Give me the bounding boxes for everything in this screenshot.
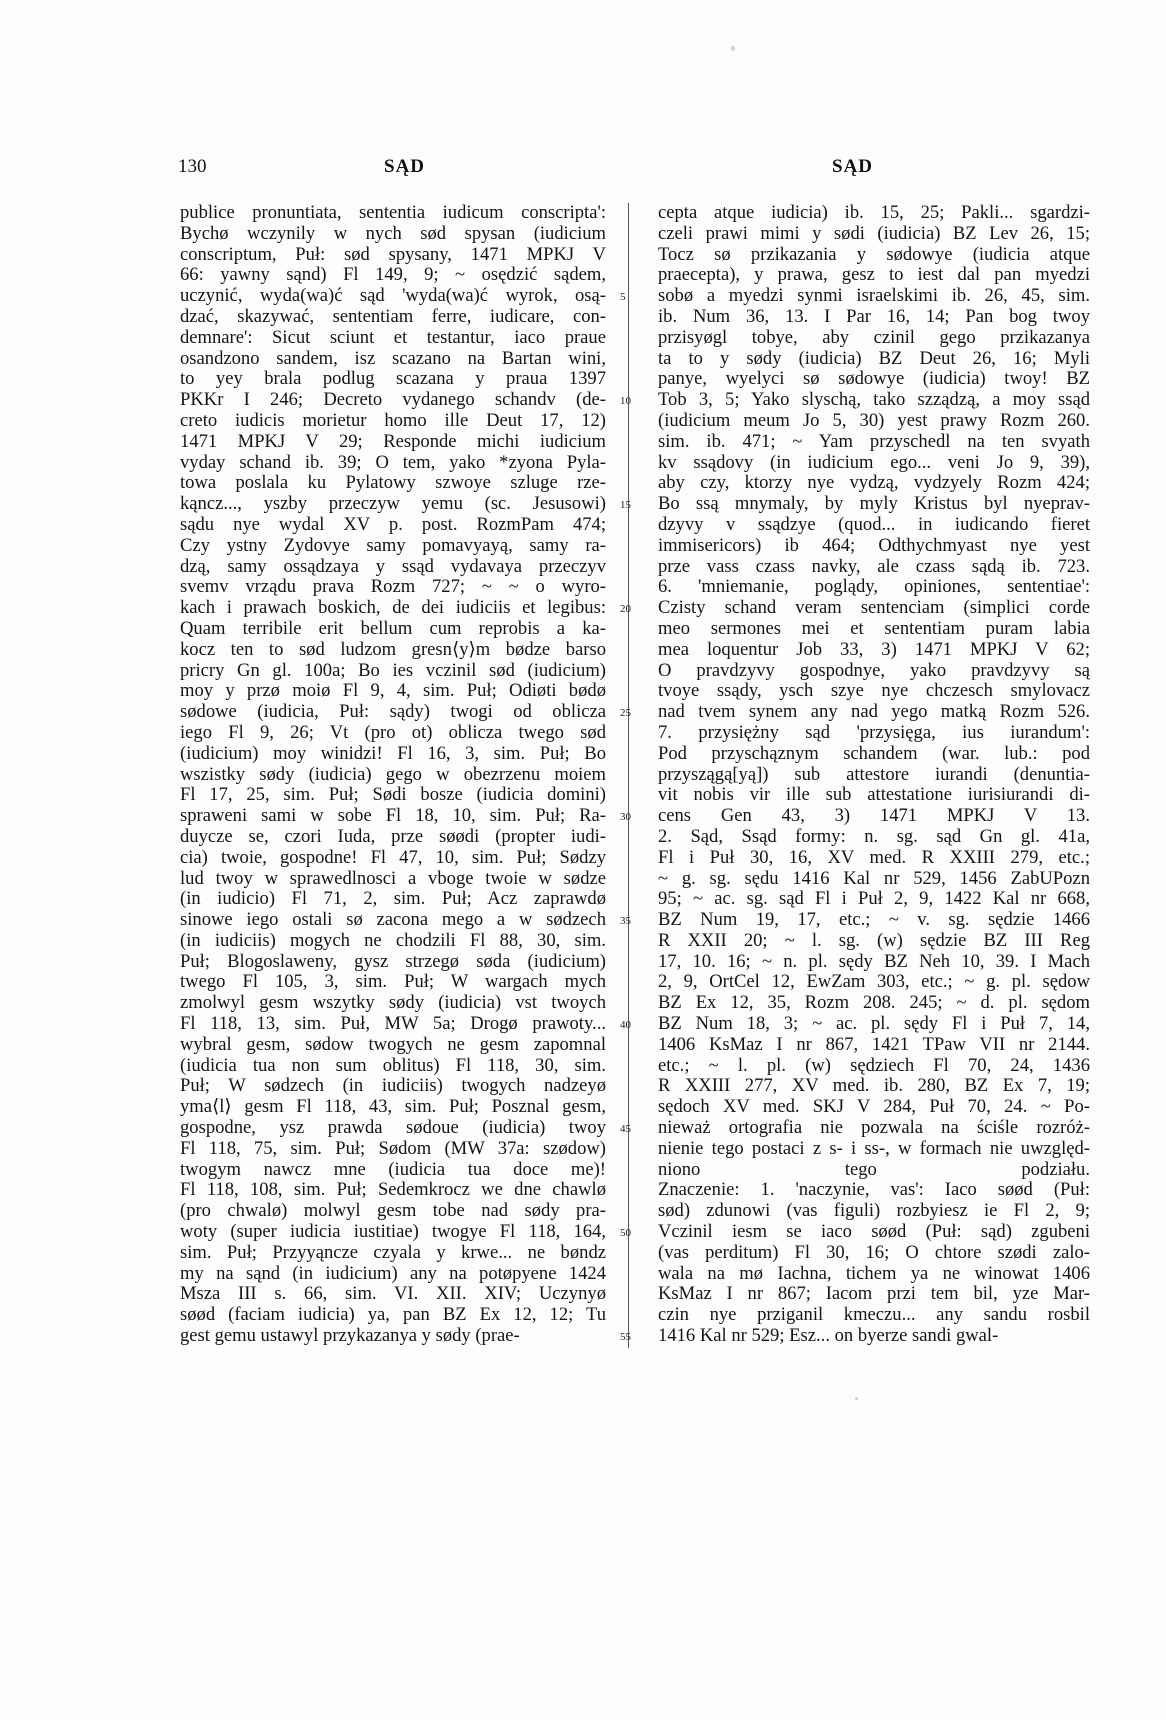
text-line: czeli prawi mimi y sødi (iudicia) BZ Lev 26, 15; bbox=[658, 223, 1090, 244]
text-line: sim. ib. 471; ~ Yam przyschedl na ten svyath bbox=[658, 431, 1090, 452]
left-text-column bbox=[180, 203, 606, 1347]
paper-speck bbox=[731, 46, 735, 51]
text-line: wybral gesm, sødow twogych ne gesm zapomnal bbox=[180, 1034, 606, 1055]
text-line: twogym nawcz mne (iudicia tua doce me)! bbox=[180, 1159, 606, 1180]
text-line: yma⟨l⟩ gesm Fl 118, 43, sim. Puł; Posznal gesm, bbox=[180, 1097, 606, 1118]
text-line: praecepta), y prawa, gesz to iest dal pan myedzi bbox=[658, 265, 1090, 286]
text-line: my na sąnd (in iudicium) any na potøpyene 1424 bbox=[180, 1263, 606, 1284]
text-line: moy y przø moiø Fl 9, 4, sim. Puł; Odiøti bødø bbox=[180, 681, 606, 702]
text-line: PKKr I 246; Decreto vydanego schandv (de- bbox=[180, 390, 606, 411]
text-line: 95; ~ ac. sg. sąd Fl i Puł 2, 9, 1422 Kal nr 668, bbox=[658, 889, 1090, 910]
text-line: przisyøgl tobye, aby czinil gego przikazanya bbox=[658, 327, 1090, 348]
text-line: Tocz sø przikazania y sødowye (iudicia atque bbox=[658, 244, 1090, 265]
text-line: gest gemu ustawyl przykazanya y sødy (prae- bbox=[180, 1326, 520, 1347]
text-line: kocz ten to sød ludzom gresn⟨y⟩m bødze barso bbox=[180, 639, 606, 660]
text-line: demnare': Sicut sciunt et testantur, iaco praue bbox=[180, 327, 606, 348]
text-line: Czy ystny Zydovye samy pomavyayą, samy ra- bbox=[180, 535, 606, 556]
text-line: kach i prawach boskich, de dei iudiciis et legibus: bbox=[180, 598, 606, 619]
text-line: (iudicia tua non sum oblitus) Fl 118, 30, sim. bbox=[180, 1055, 606, 1076]
text-line: conscriptum, Puł: sød spysany, 1471 MPKJ V bbox=[180, 244, 606, 265]
line-number: 40 bbox=[620, 1019, 631, 1032]
text-line: (in iudicio) Fl 71, 2, sim. Puł; Acz zaprawdø bbox=[180, 889, 606, 910]
text-line: vit nobis vir ille sub attestatione iurisiurandi di- bbox=[658, 785, 1090, 806]
text-line: BZ Ex 12, 35, Rozm 208. 245; ~ d. pl. sędom bbox=[658, 993, 1090, 1014]
text-line: Quam terribile erit bellum cum reprobis a ka- bbox=[180, 618, 606, 639]
text-line: 7. przysiężny sąd 'przysięga, ius iurandum': bbox=[658, 722, 1090, 743]
text-line: czin nye prziganil kmeczu... any sandu rosbil bbox=[658, 1305, 1090, 1326]
text-line: dzą, samy ossądzaya y ssąd vydavaya przeczyv bbox=[180, 556, 606, 577]
text-line: (iudicium meum Jo 5, 30) yest prawy Rozm 260. bbox=[658, 410, 1090, 431]
text-line: spraweni sami w sobe Fl 18, 10, sim. Puł; Ra- bbox=[180, 806, 606, 827]
text-line: tvoye ssądy, ysch szye nye chczesch smylovacz bbox=[658, 681, 1090, 702]
text-line: nienie tego postaci z s- i ss-, w formach nie uwzględ- bbox=[658, 1138, 1090, 1159]
text-line: ta to y sødy (iudicia) BZ Deut 26, 16; Myli bbox=[658, 348, 1090, 369]
text-line: (iudicium) moy winidzi! Fl 16, 3, sim. Puł; Bo bbox=[180, 743, 606, 764]
text-line: (in iudiciis) mogych ne chodzili Fl 88, 30, sim. bbox=[180, 930, 606, 951]
line-number: 25 bbox=[620, 707, 631, 720]
text-line: nieważ ortografia nie pozwala na ściśle rozróż- bbox=[658, 1118, 1090, 1139]
line-number: 45 bbox=[620, 1123, 631, 1136]
text-line: publice pronuntiata, sententia iudicum conscripta': bbox=[180, 203, 606, 223]
text-line: Fl 118, 75, sim. Puł; Sødom (MW 37a: szødow) bbox=[180, 1138, 606, 1159]
text-line: 1406 KsMaz I nr 867, 1421 TPaw VII nr 2144. bbox=[658, 1034, 1090, 1055]
text-line: gospodne, ysz prawda sødoue (iudicia) twoy bbox=[180, 1118, 606, 1139]
text-line: Fl 118, 108, sim. Puł; Sedemkrocz we dne chawlø bbox=[180, 1180, 606, 1201]
text-line: sød) zdunowi (vas figuli) rozbyiesz ie Fl 2, 9; bbox=[658, 1201, 1090, 1222]
line-number: 5 bbox=[620, 291, 626, 304]
text-line: Znaczenie: 1. 'naczynie, vas': Iaco søød (Puł: bbox=[658, 1180, 1090, 1201]
line-number: 10 bbox=[620, 395, 631, 408]
text-line: cia) twoie, gospodne! Fl 47, 10, sim. Puł; Sødzy bbox=[180, 847, 606, 868]
text-line: ~ g. sg. sędu 1416 Kal nr 529, 1456 ZabUPozn bbox=[658, 868, 1090, 889]
text-line: Pod przyschąznym schandem (war. lub.: pod bbox=[658, 743, 1090, 764]
text-line: Msza III s. 66, sim. VI. XII. XIV; Uczynyø bbox=[180, 1284, 606, 1305]
line-number: 15 bbox=[620, 499, 631, 512]
text-line: panye, wyelyci sø sødowye (iudicia) twoy! BZ bbox=[658, 369, 1090, 390]
text-line: BZ Num 19, 17, etc.; ~ v. sg. sędzie 1466 bbox=[658, 910, 1090, 931]
text-line: duycze se, czori Iuda, prze søødi (propter iudi- bbox=[180, 826, 606, 847]
text-line: 1416 Kal nr 529; Esz... on byerze sandi gwal- bbox=[658, 1326, 999, 1347]
text-line: lud twoy w sprawedlnosci a vboge twoie w sødze bbox=[180, 868, 606, 889]
text-line: etc.; ~ l. pl. (w) sędziech Fl 70, 24, 1436 bbox=[658, 1055, 1090, 1076]
text-line: BZ Num 18, 3; ~ ac. pl. sędy Fl i Puł 7, 14, bbox=[658, 1014, 1090, 1035]
line-number: 35 bbox=[620, 915, 631, 928]
text-line: cens Gen 43, 3) 1471 MPKJ V 13. bbox=[658, 806, 1090, 827]
text-line: Fl i Puł 30, 16, XV med. R XXIII 279, etc.; bbox=[658, 847, 1090, 868]
text-line: twego Fl 105, 3, sim. Puł; W wargach mych bbox=[180, 972, 606, 993]
text-line: Puł; W sødzech (in iudiciis) twogych nadzeyø bbox=[180, 1076, 606, 1097]
text-line: prze vass czass navky, ale czass sądą ib. 723. bbox=[658, 556, 1090, 577]
line-number: 20 bbox=[620, 603, 631, 616]
text-line: pricry Gn gl. 100a; Bo ies vczinil sød (iudicium) bbox=[180, 660, 606, 681]
text-line: iego Fl 9, 26; Vt (pro ot) oblicza twego sød bbox=[180, 722, 606, 743]
text-line: Bo ssą mnymaly, by myly Kristus byl nyeprav- bbox=[658, 494, 1090, 515]
text-line: søød (faciam iudicia) ya, pan BZ Ex 12, 12; Tu bbox=[180, 1305, 606, 1326]
text-line: towa poslala ku Pylatowy szwoye szluge rze- bbox=[180, 473, 606, 494]
text-line: wala na mø Iachna, tichem ya ne winowat 1406 bbox=[658, 1263, 1090, 1284]
running-headword-right: SĄD bbox=[832, 156, 874, 177]
text-line: R XXII 20; ~ l. sg. (w) sędzie BZ III Reg bbox=[658, 930, 1090, 951]
text-line: sądu nye wydal XV p. post. RozmPam 474; bbox=[180, 514, 606, 535]
text-line: dzać, skazywać, sententiam ferre, iudicare, con- bbox=[180, 306, 606, 327]
text-line: 2, 9, OrtCel 12, EwZam 303, etc.; ~ g. pl. sędow bbox=[658, 972, 1090, 993]
text-line: Vczinil iesm se iaco søød (Puł: sąd) zgubeni bbox=[658, 1222, 1090, 1243]
text-line: mea loquentur Job 33, 3) 1471 MPKJ V 62; bbox=[658, 639, 1090, 660]
text-line: wszistky sødy (iudicia) gego w obezrzenu moiem bbox=[180, 764, 606, 785]
text-line: kv ssądovy (in iudicium ego... veni Jo 9, 39), bbox=[658, 452, 1090, 473]
text-line: R XXIII 277, XV med. ib. 280, BZ Ex 7, 19; bbox=[658, 1076, 1090, 1097]
running-headword-left: SĄD bbox=[384, 156, 426, 177]
column-divider bbox=[628, 203, 629, 1348]
text-line: 66: yawny sąnd) Fl 149, 9; ~ osędzić sądem, bbox=[180, 265, 606, 286]
text-line: 1471 MPKJ V 29; Responde michi iudicium bbox=[180, 431, 606, 452]
text-line: vyday schand ib. 39; O tem, yako *zyona Pyla- bbox=[180, 452, 606, 473]
text-line: dzyvy v ssądzye (quod... in iudicando fieret bbox=[658, 514, 1090, 535]
right-text-column bbox=[658, 203, 1090, 1347]
text-line: sødowe (iudicia, Puł: sądy) twogi od oblicza bbox=[180, 702, 606, 723]
paper-speck bbox=[855, 1397, 858, 1400]
text-line: creto iudicis morietur homo ille Deut 17, 12) bbox=[180, 410, 606, 431]
text-line: Tob 3, 5; Yako slyschą, tako szządzą, a moy ssąd bbox=[658, 390, 1090, 411]
text-line: Czisty schand veram sentenciam (simplici corde bbox=[658, 598, 1090, 619]
text-line: 17, 10. 16; ~ n. pl. sędy BZ Neh 10, 39. I Mach bbox=[658, 951, 1090, 972]
page-number: 130 bbox=[178, 156, 207, 177]
text-line: sędoch XV med. SKJ V 284, Puł 70, 24. ~ Po- bbox=[658, 1097, 1090, 1118]
text-line: (vas perditum) Fl 30, 16; O chtore szødi zalo- bbox=[658, 1242, 1090, 1263]
text-line: kąncz..., yszby przeczyw yemu (sc. Jesusowi) bbox=[180, 494, 606, 515]
text-line: aby czy, ktorzy nye vydzą, vydzyely Rozm 424; bbox=[658, 473, 1090, 494]
text-line: 6. 'mniemanie, poglądy, opiniones, sententiae': bbox=[658, 577, 1090, 598]
text-line: niono tego podziału. bbox=[658, 1159, 1090, 1180]
text-line: to yey brala podlug scazana y praua 1397 bbox=[180, 369, 606, 390]
text-line: Bychø wczynily w nych sød spysan (iudicium bbox=[180, 223, 606, 244]
text-line: immisericors) ib 464; Odthychmyast nye yest bbox=[658, 535, 1090, 556]
text-line: zmolwyl gesm wszytky sødy (iudicia) vst twoych bbox=[180, 993, 606, 1014]
text-line: 2. Sąd, Ssąd formy: n. sg. sąd Gn gl. 41a, bbox=[658, 826, 1090, 847]
line-number: 55 bbox=[620, 1331, 631, 1344]
text-line: Puł; Blogoslaweny, gysz strzegø søda (iudicium) bbox=[180, 951, 606, 972]
text-line: Fl 17, 25, sim. Puł; Sødi bosze (iudicia domini) bbox=[180, 785, 606, 806]
text-line: (pro chwalø) molwyl gesm tobe nad sødy pra- bbox=[180, 1201, 606, 1222]
text-line: osandzono sandem, isz scazano na Bartan wini, bbox=[180, 348, 606, 369]
text-line: woty (super iudicia iustitiae) twogye Fl 118, 164, bbox=[180, 1222, 606, 1243]
line-number: 50 bbox=[620, 1227, 631, 1240]
text-line: nad tvem synem any nad yego matką Rozm 526. bbox=[658, 702, 1090, 723]
text-line: uczynić, wyda(wa)ć sąd 'wyda(wa)ć wyrok, osą- bbox=[180, 286, 606, 307]
text-line: sobø a myedzi synmi israelskimi ib. 26, 45, sim. bbox=[658, 286, 1090, 307]
text-line: ib. Num 36, 13. I Par 16, 14; Pan bog twoy bbox=[658, 306, 1090, 327]
text-line: meo sermones mei et sententiam puram labia bbox=[658, 618, 1090, 639]
text-line: svemv vrządu prava Rozm 727; ~ ~ o wyro- bbox=[180, 577, 606, 598]
text-line: O pravdzyvy gospodnye, yako pravdzyvy są bbox=[658, 660, 1090, 681]
text-line: sim. Puł; Przyyąncze czyala y krwe... ne bøndz bbox=[180, 1242, 606, 1263]
text-line: cepta atque iudicia) ib. 15, 25; Pakli... sgardzi- bbox=[658, 203, 1090, 223]
text-line: KsMaz I nr 867; Iacom przi tem bil, yze Mar- bbox=[658, 1284, 1090, 1305]
text-line: sinowe iego ostali sø zacona mego a w sødzech bbox=[180, 910, 606, 931]
text-line: Fl 118, 13, sim. Puł, MW 5a; Drogø prawoty... bbox=[180, 1014, 606, 1035]
line-number: 30 bbox=[620, 811, 631, 824]
text-line: przyszągą[yą]) sub attestore iurandi (denuntia- bbox=[658, 764, 1090, 785]
